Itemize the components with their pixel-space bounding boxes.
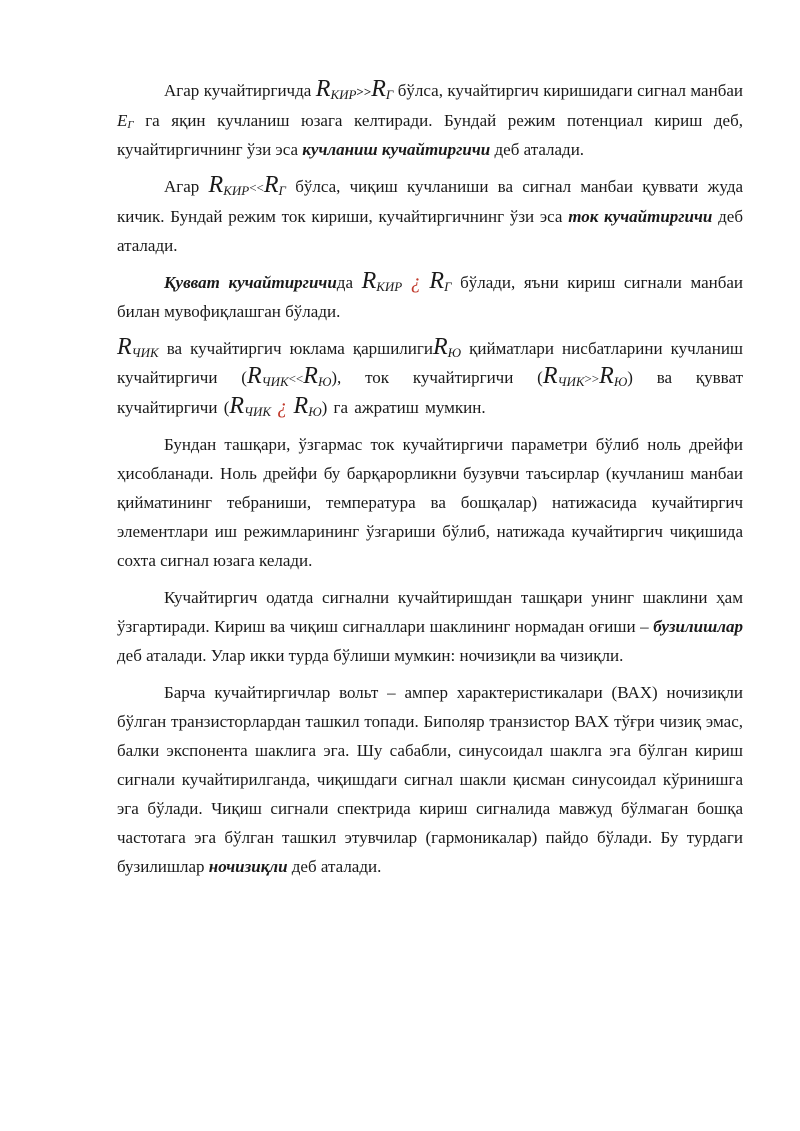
term-voltage-amplifier: кучланиш кучайтиргичи [302,140,491,159]
subscript-yu: Ю [317,374,332,389]
operator-much-greater: >> [584,371,600,386]
text: ) ва қувват кучайтиргичи ( [117,368,743,417]
text: ) га ажратиш мумкин. [321,398,486,417]
text: деб аталади. [490,140,585,159]
subscript-chik: ЧИК [244,404,272,419]
paragraph-zero-drift: Бундан ташқари, ўзгармас ток кучайтиргичи параметри бўлиб ноль дрейфи ҳисобланади. Ноль дрейфи бу барқарорликни бузувчи таъсирлар (кучланиш манбаи қийматининг тебраниши, температура ва бошқалар) натижасида кучайтиргич элементлари иш режимларининг ўзгариши бўлиб, натижада кучайтиргич чиқишида сохта сигнал юзага келади. [117,435,743,570]
r-symbol: R [246,363,262,389]
text: деб аталади. Улар икки турда бўлиши мумкин: ночизиқли ва чизиқли. [117,646,624,665]
subscript-g: Г [127,119,134,131]
formula-rchik [117,334,167,360]
term-nonlinear: ночизиқли [208,857,288,876]
text: бўлса, чиқиш кучланиши ва сигнал манбаи қуввати жуда кичик. Бундай режим ток кириши, кучайтиргичнинг ўзи эса [117,177,744,226]
text: бўлади, яъни кириш сигнали манбаи билан мувофиқлашган бўлади. [117,273,744,321]
paragraph-power-amplifier [117,268,743,326]
formula-rkir-ll-rg [208,172,296,198]
text: да [336,273,362,292]
subscript-yu: Ю [308,404,322,419]
subscript-g: Г [278,183,286,198]
r-symbol: R [117,334,132,360]
text: деб аталади. [287,857,382,876]
text: деб аталади. [117,207,743,255]
r-symbol: R [542,363,558,389]
text: Барча кучайтиргичлар вольт – ампер характеристикалари (ВАХ) ночизиқли бўлган транзисторлардан ташкил топади. Биполяр транзистор ВАХ тўғри чизиқ эмас, балки экспонента шаклига эга. Шу сабабли, синусоидал шаклга эга бўлган кириш сигнали кучайтирилганда, чиқишдаги сигнал шакли қисман синусоидал кўринишга эга бўлади. Чиқиш сигнали спектрида кириш сигналида мавжуд бўлмаган бошқа частотага эга бўлган ташкил этувчилар (гармоникалар) пайдо бўлади. Бу турдаги бузилишлар [117,683,743,876]
r-symbol: R [293,393,309,419]
operator-much-less: << [249,180,264,195]
subscript-yu: Ю [447,345,462,360]
text: га яқин кучланиш юзага келтиради. Бундай режим потенциал кириш деб, кучайтиргичнинг ўзи эса [117,111,743,159]
subscript-g: Г [385,87,394,102]
subscript-g: Г [444,279,452,294]
text: ), ток кучайтиргичи ( [331,368,543,387]
term-current-amplifier: ток кучайтиргичи [568,207,713,226]
r-symbol: R [303,363,318,389]
r-symbol: R [208,172,224,198]
formula-ryu [432,334,462,360]
text: ва кучайтиргич юклама қаршилиги [166,339,433,358]
term-distortions: бузилишлар [653,617,743,636]
subscript-chik: ЧИК [261,374,289,389]
paragraph-distortions [117,583,743,670]
r-symbol: R [229,393,245,419]
r-symbol: R [361,268,377,294]
formula-rchik-q-ryu [229,393,322,419]
symbol-e: E [117,111,128,130]
text: Агар [164,177,209,196]
r-symbol: R [432,334,448,360]
subscript-kir: КИР [376,279,403,294]
paragraph-classification [117,334,743,422]
subscript-yu: Ю [613,374,628,389]
term-power-amplifier: Қувват кучайтиргичи [164,273,337,292]
text: Агар кучайтиргичда [164,81,316,100]
operator-much-greater: >> [356,84,372,99]
subscript-kir: КИР [223,183,250,198]
unknown-symbol: ¿ [410,271,421,293]
formula-rchik-gg-ryu [542,363,628,389]
subscript-chik: ЧИК [131,345,159,360]
r-symbol: R [315,76,331,102]
r-symbol: R [429,268,445,294]
formula-rkir-q-rg [361,268,461,294]
paragraph-current-amplifier [117,172,743,260]
subscript-kir: КИР [330,87,357,102]
r-symbol: R [599,363,614,389]
unknown-symbol: ¿ [277,396,288,418]
paragraph-voltage-amplifier [117,76,743,164]
paragraph-nonlinear [117,678,743,881]
subscript-chik: ЧИК [557,374,585,389]
text: қийматлари нисбатларини кучланиш кучайтиргичи ( [117,339,744,387]
r-symbol: R [371,76,386,102]
document-page [117,76,743,889]
formula-rkir-gg-rg [315,76,398,102]
text: бўлса, кучайтиргич киришидаги сигнал манбаи [397,81,743,100]
formula-rchik-ll-ryu [246,363,332,389]
text: Кучайтиргич одатда сигнални кучайтиришдан ташқари унинг шаклини ҳам ўзгартиради. Кириш ва чиқиш сигналлари шаклининг нормадан оғиши – [117,588,743,636]
r-symbol: R [263,172,279,198]
operator-much-less: << [288,371,304,386]
